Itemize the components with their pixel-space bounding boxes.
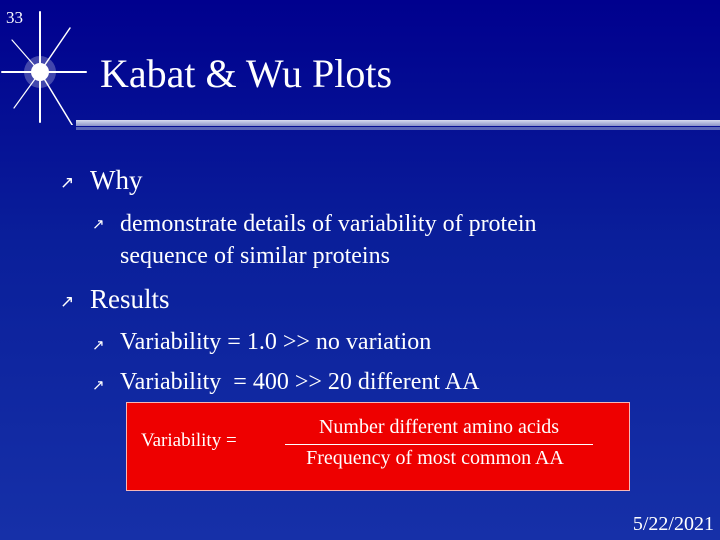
bullet-why (60, 165, 142, 196)
slide-date: 5/22/2021 (632, 513, 714, 535)
slide-title: Kabat & Wu Plots (100, 51, 393, 96)
bullet-text: Results (90, 284, 170, 314)
bullet-results (60, 284, 170, 315)
fraction-line (285, 444, 593, 445)
diagonal-arrow-icon: ↗ (60, 173, 75, 193)
sub-bullet-text: demonstrate details of variability of protein sequence of similar proteins (120, 211, 537, 269)
sub-bullet-text: Variability = 1.0 >> no variation (120, 329, 432, 355)
formula-numerator: Number different amino acids (318, 416, 560, 438)
diagonal-arrow-icon: ↗ (92, 376, 105, 394)
sub-bullet-demonstrate (92, 208, 610, 272)
sub-bullet-text: Variability = 400 >> 20 different AA (120, 369, 480, 395)
title-divider (76, 118, 720, 132)
sub-bullet-variability-400 (92, 369, 479, 396)
bullet-text: Why (90, 165, 143, 195)
formula-label: Variability = (141, 430, 237, 451)
formula-box (126, 402, 630, 491)
slide-number: 33 (6, 8, 23, 27)
formula-denominator: Frequency of most common AA (306, 447, 564, 469)
diagonal-arrow-icon: ↗ (92, 336, 105, 354)
diagonal-arrow-icon: ↗ (92, 215, 105, 233)
sub-bullet-variability-1 (92, 329, 431, 356)
starburst-decoration-icon (0, 10, 90, 125)
diagonal-arrow-icon: ↗ (60, 292, 75, 312)
